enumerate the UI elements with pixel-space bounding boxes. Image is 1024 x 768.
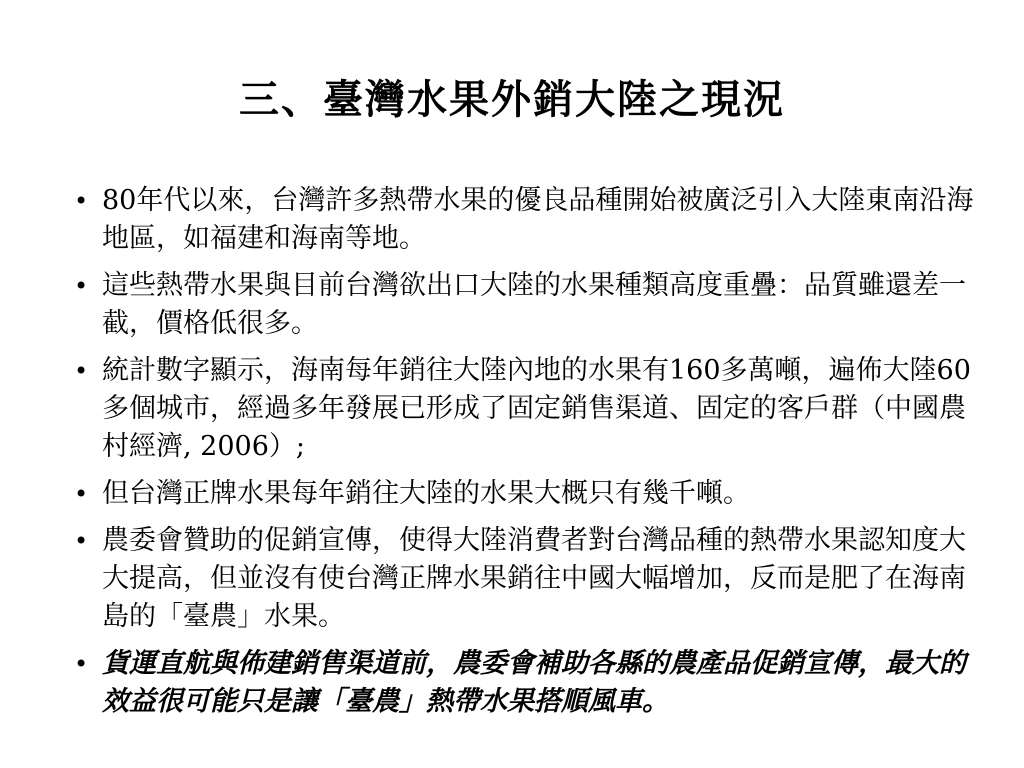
bullet-text: 但台灣正牌水果每年銷往大陸的水果大概只有幾千噸。 bbox=[102, 478, 750, 509]
bullet-text: 80年代以來，台灣許多熱帶水果的優良品種開始被廣泛引入大陸東南沿海地區，如福建和海南等地。 bbox=[102, 185, 974, 254]
bullet-text: 農委會贊助的促銷宣傳，使得大陸消費者對台灣品種的熱帶水果認知度大大提高，但並沒有使台灣正牌水果銷往中國大幅增加，反而是肥了在海南島的「臺農」水果。 bbox=[102, 525, 966, 632]
slide-title: 三、臺灣水果外銷大陸之現況 bbox=[239, 76, 785, 123]
bullet-item-6-emphasized bbox=[74, 645, 974, 721]
bullet-list bbox=[74, 182, 974, 730]
bullet-text: 統計數字顯示，海南每年銷往大陸內地的水果有160多萬噸，遍佈大陸60多個城市，經過多年發展已形成了固定銷售渠道、固定的客戶群（中國農村經濟, 2006）; bbox=[102, 355, 971, 462]
bullet-marker: • bbox=[74, 357, 89, 385]
bullet-text: 貨運直航與佈建銷售渠道前，農委會補助各縣的農產品促銷宣傳，最大的效益很可能只是讓「臺農」熱帶水果搭順風車。 bbox=[102, 648, 966, 717]
bullet-marker: • bbox=[74, 272, 89, 300]
bullet-marker: • bbox=[74, 650, 89, 678]
bullet-marker: • bbox=[74, 527, 89, 555]
bullet-marker: • bbox=[74, 480, 89, 508]
bullet-item-3 bbox=[74, 352, 974, 466]
bullet-item-2 bbox=[74, 267, 974, 343]
bullet-item-5 bbox=[74, 522, 974, 636]
bullet-text: 這些熱帶水果與目前台灣欲出口大陸的水果種類高度重疊：品質雖還差一截，價格低很多。 bbox=[102, 270, 966, 339]
bullet-item-1 bbox=[74, 182, 974, 258]
bullet-item-4 bbox=[74, 475, 974, 513]
bullet-marker: • bbox=[74, 187, 89, 215]
